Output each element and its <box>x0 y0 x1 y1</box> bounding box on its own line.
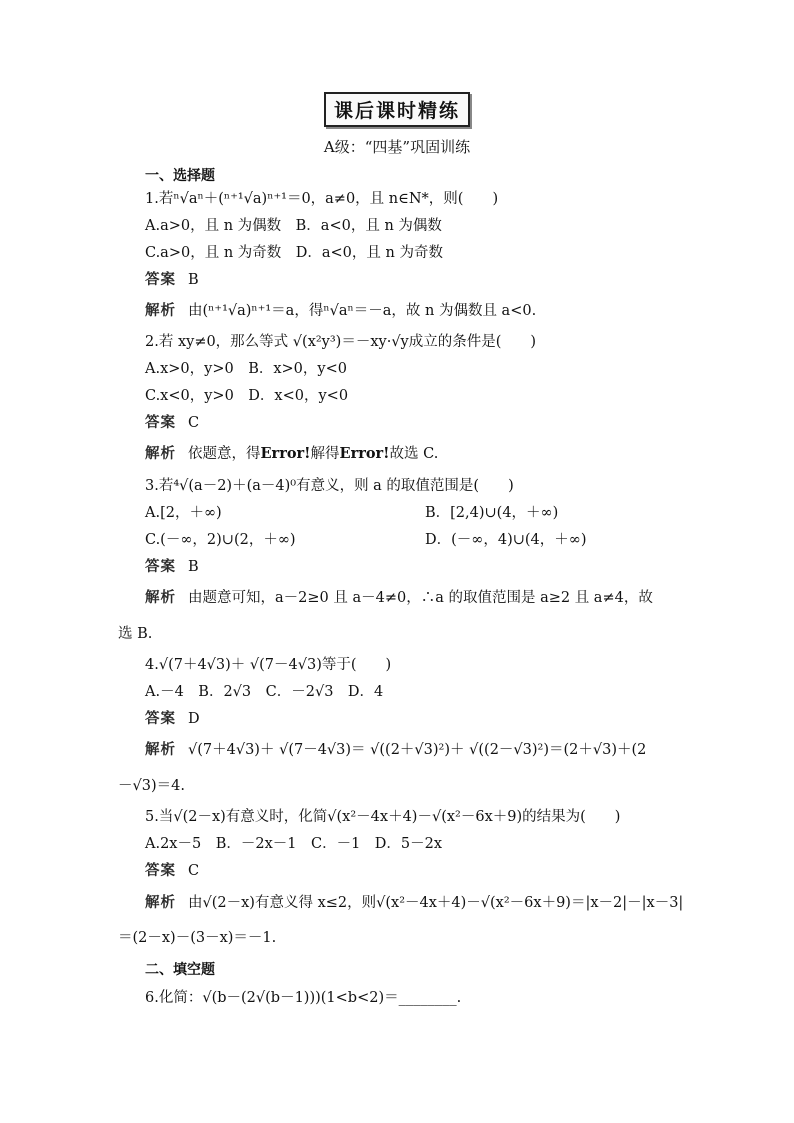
q4-options: A.－4 B．2√3 C．－2√3 D．4 <box>145 684 384 700</box>
q3-options-ab <box>145 503 559 523</box>
q3-stem: 3.若⁴√(a－2)＋(a－4)⁰有意义，则 a 的取值范围是( ) <box>145 478 514 494</box>
q4-answer: D <box>188 711 200 727</box>
q2-options-ab: A.x>0，y>0 B．x>0，y<0 <box>145 361 347 377</box>
q6-stem: 6.化简：√(b－(2√(b－1)))(1<b<2)＝________. <box>145 990 462 1006</box>
q3-analysis-2: 选 B. <box>118 626 153 642</box>
q5-stem: 5.当√(2－x)有意义时，化简√(x²－4x＋4)－√(x²－6x＋9)的结果为( ) <box>145 809 621 825</box>
answer-label: 答案 <box>145 559 176 575</box>
q1-analysis-line <box>145 301 536 321</box>
q3-answer-line <box>145 557 199 577</box>
q3-option-d: D．(－∞，4)∪(4，＋∞) <box>425 532 587 548</box>
q5-answer: C <box>188 863 200 879</box>
analysis-label: 解析 <box>145 303 176 319</box>
q1-answer: B <box>188 272 199 288</box>
q1-analysis: 由(ⁿ⁺¹√a)ⁿ⁺¹＝a，得ⁿ√aⁿ＝－a，故 n 为偶数且 a<0. <box>188 303 537 319</box>
q1-answer-line <box>145 270 199 290</box>
q2-stem: 2.若 xy≠0，那么等式 √(x²y³)＝－xy·√y成立的条件是( ) <box>145 334 537 350</box>
q1-stem: 1.若ⁿ√aⁿ＋(ⁿ⁺¹√a)ⁿ⁺¹＝0，a≠0，且 n∈N*，则( ) <box>145 191 499 207</box>
q3-option-a: A.[2，＋∞) <box>145 505 222 521</box>
title-wrap <box>0 92 794 127</box>
q5-options: A.2x－5 B．－2x－1 C．－1 D．5－2x <box>145 836 443 852</box>
analysis-label: 解析 <box>145 446 176 462</box>
q4-analysis-line <box>145 740 646 760</box>
q4-analysis-2: －√3)＝4. <box>118 778 185 794</box>
section-fill: 二、填空题 <box>145 962 215 978</box>
q2-analysis-line <box>145 444 438 464</box>
analysis-label: 解析 <box>145 590 176 606</box>
q2-error-2: Error! <box>339 445 390 462</box>
page-subtitle: A级：“四基”巩固训练 <box>323 138 471 156</box>
q2-answer: C <box>188 415 200 431</box>
q3-option-c: C.(－∞，2)∪(2，＋∞) <box>145 532 296 548</box>
answer-label: 答案 <box>145 272 176 288</box>
q1-options-cd: C.a>0，且 n 为奇数 D．a<0，且 n 为奇数 <box>145 245 443 261</box>
section-choice: 一、选择题 <box>145 168 215 184</box>
q3-analysis-1: 由题意可知，a－2≥0 且 a－4≠0，∴a 的取值范围是 a≥2 且 a≠4，故 <box>188 590 653 606</box>
q3-options-cd <box>145 530 587 550</box>
q5-analysis-1: 由√(2－x)有意义得 x≤2，则√(x²－4x＋4)－√(x²－6x＋9)＝|x－2|－|x－3| <box>188 895 684 911</box>
q1-options-ab: A.a>0，且 n 为偶数 B．a<0，且 n 为偶数 <box>145 218 442 234</box>
analysis-label: 解析 <box>145 742 176 758</box>
q5-answer-line <box>145 861 199 881</box>
q2-analysis-mid: 解得 <box>310 446 340 462</box>
q2-error-1: Error! <box>260 445 311 462</box>
q4-analysis-1: √(7＋4√3)＋ √(7－4√3)＝ √((2＋√3)²)＋ √((2－√3)²)＝(2＋√3)＋(2 <box>188 742 647 758</box>
q3-answer: B <box>188 559 199 575</box>
q2-answer-line <box>145 413 199 433</box>
q4-stem: 4.√(7＋4√3)＋ √(7－4√3)等于( ) <box>145 657 392 673</box>
q2-analysis-post: 故选 C. <box>389 446 439 462</box>
page-title: 课后课时精练 <box>324 92 470 127</box>
answer-label: 答案 <box>145 711 176 727</box>
q5-analysis-2: ＝(2－x)－(3－x)＝－1. <box>118 930 277 946</box>
q3-analysis-line <box>145 588 653 608</box>
q5-analysis-line <box>145 893 683 913</box>
answer-label: 答案 <box>145 863 176 879</box>
answer-label: 答案 <box>145 415 176 431</box>
q2-options-cd: C.x<0，y>0 D．x<0，y<0 <box>145 388 349 404</box>
q3-option-b: B．[2,4)∪(4，＋∞) <box>425 505 559 521</box>
q4-answer-line <box>145 709 200 729</box>
analysis-label: 解析 <box>145 895 176 911</box>
q2-analysis-pre: 依题意，得 <box>188 446 261 462</box>
